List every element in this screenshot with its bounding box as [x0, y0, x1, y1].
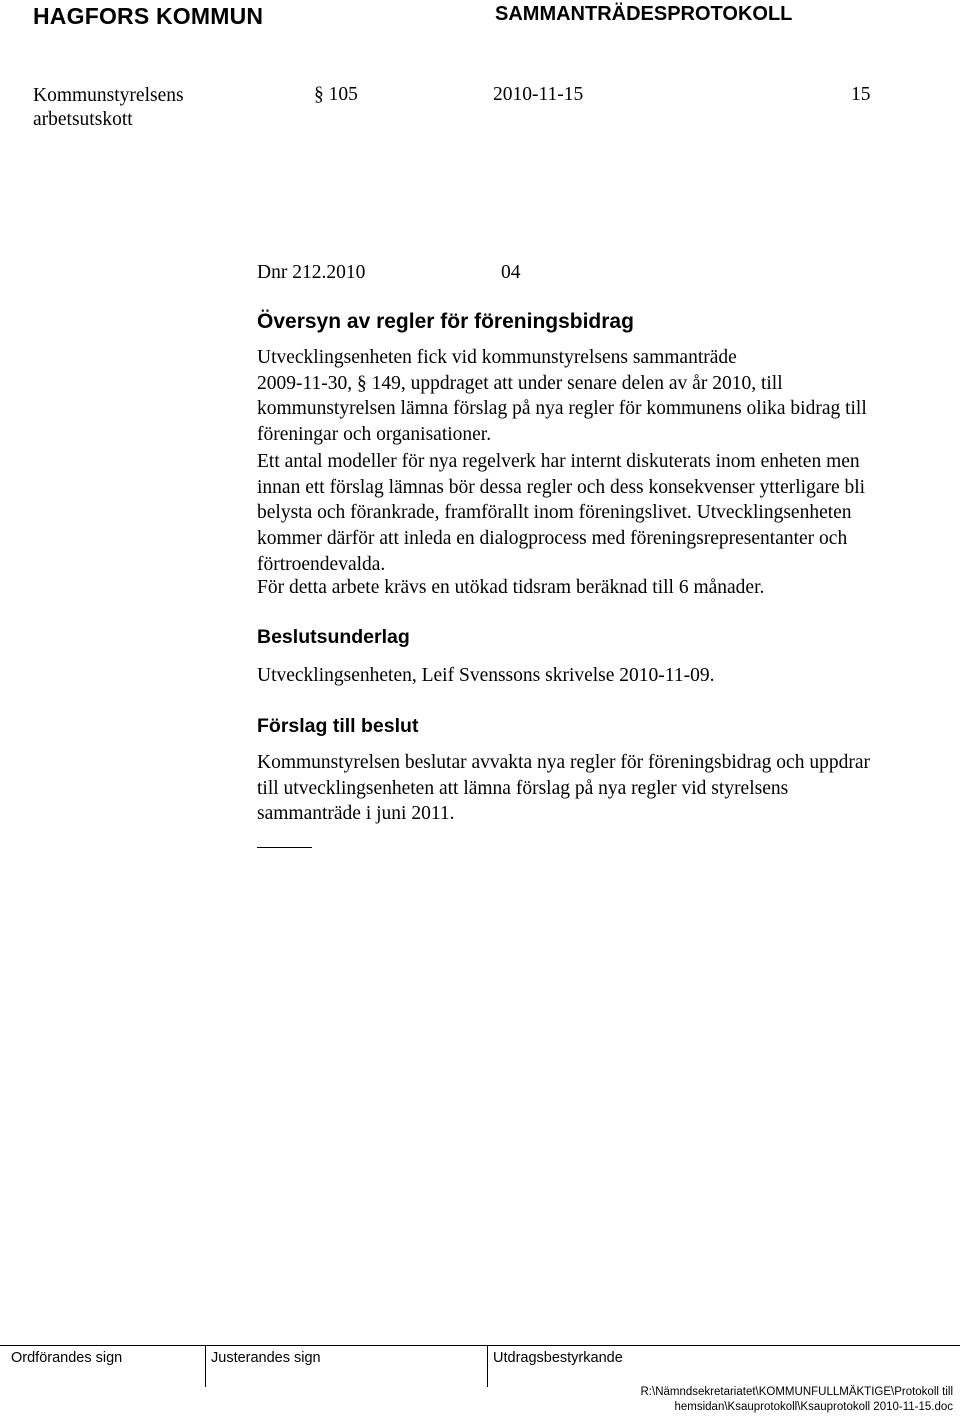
text-line: 2009-11-30, § 149, uppdraget att under senare delen av år 2010, till — [257, 372, 783, 394]
basis-heading: Beslutsunderlag — [257, 626, 410, 648]
text-line: Kommunstyrelsen beslutar avvakta nya regler för föreningsbidrag och uppdrar — [257, 752, 870, 773]
committee-line: arbetsutskott — [33, 109, 133, 130]
proposal-text — [257, 750, 947, 827]
text-line: till utvecklingsenheten att lämna förslag på nya regler vid styrelsens — [257, 777, 789, 799]
text-line: För detta arbete krävs en utökad tidsram beräknad till 6 månader. — [257, 577, 765, 598]
page-number: 15 — [851, 84, 871, 105]
text-line: kommer därför att inleda en dialogprocess med föreningsrepresentanter och — [257, 528, 848, 550]
text-line: innan ett förslag lämnas bör dessa regler och dess konsekvenser ytterligare bli — [257, 476, 866, 498]
text-line: förtroendevalda. — [257, 553, 386, 575]
committee-line: Kommunstyrelsens — [33, 85, 184, 106]
text-line: belysta och förankrade, framförallt inom föreningslivet. Utvecklingsenheten — [257, 502, 852, 524]
text-line: Utvecklingsenheten, Leif Svenssons skrivelse 2010-11-09. — [257, 665, 715, 686]
file-path: R:\Nämndsekretariatet\KOMMUNFULLMÄKTIGE\Protokoll till hemsidan\Ksauprotokoll\Ksauprotokoll 2010-11-15.doc — [640, 1386, 953, 1413]
background-paragraph — [257, 345, 947, 448]
dnr-label: Dnr 212.2010 — [257, 262, 366, 283]
text-line: Ett antal modeller för nya regelverk har internt diskuterats inom enheten men — [257, 451, 860, 472]
paragraph-number: § 105 — [314, 84, 358, 105]
text-line: sammanträde i juni 2011. — [257, 803, 455, 825]
text-line: Utvecklingsenheten fick vid kommunstyrelsens sammanträde — [257, 347, 737, 368]
text-line: föreningar och organisationer. — [257, 424, 492, 446]
footer-column-separator — [205, 1345, 206, 1387]
organization-name: HAGFORS KOMMUN — [33, 3, 264, 29]
basis-text — [257, 663, 947, 689]
dnr-code: 04 — [501, 262, 521, 283]
meeting-date: 2010-11-15 — [493, 84, 584, 105]
document-type: SAMMANTRÄDESPROTOKOLL — [495, 3, 793, 25]
footer-column-separator — [487, 1345, 488, 1387]
text-line: kommunstyrelsen lämna förslag på nya regler för kommunens olika bidrag till — [257, 398, 867, 420]
extract-certification-label: Utdragsbestyrkande — [493, 1350, 623, 1366]
timeframe-paragraph — [257, 575, 947, 601]
chair-signature-label: Ordförandes sign — [11, 1350, 123, 1366]
committee-name — [33, 84, 184, 132]
discussion-paragraph — [257, 449, 947, 578]
adjuster-signature-label: Justerandes sign — [211, 1350, 321, 1366]
end-of-item-rule — [257, 847, 312, 848]
proposal-heading: Förslag till beslut — [257, 715, 419, 737]
item-title: Översyn av regler för föreningsbidrag — [257, 310, 634, 333]
footer-divider — [0, 1345, 960, 1346]
